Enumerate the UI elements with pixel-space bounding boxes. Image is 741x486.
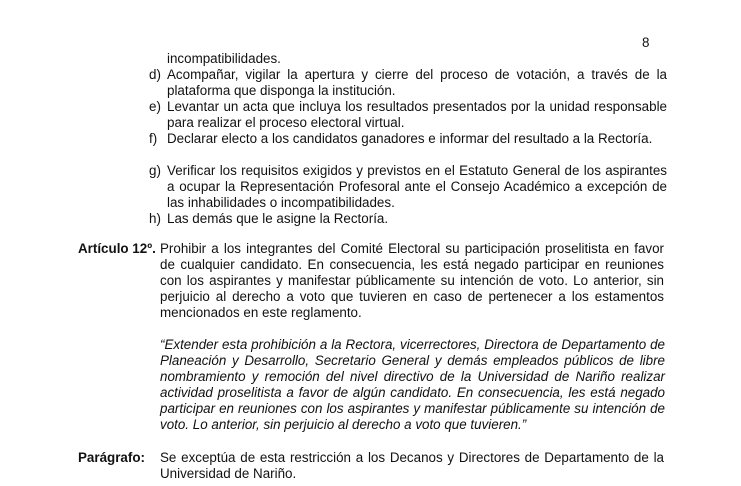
list-text: Verificar los requisitos exigidos y previstos en el Estatuto General de los aspirantes a ocupar la Representación Profesoral ante el Consejo Académico a excepción de las inhabilidades o incompatibilidades.	[167, 163, 667, 210]
list-letter: g)	[149, 163, 161, 178]
paragrafo-label: Parágrafo:	[78, 450, 145, 465]
list-text: Declarar electo a los candidatos ganadores e informar del resultado a la Rectoría.	[167, 131, 653, 146]
list-text: Las demás que le asigne la Rectoría.	[167, 211, 389, 226]
list-letter: d)	[149, 67, 161, 82]
list-letter: f)	[149, 131, 158, 146]
paragrafo-text: Se exceptúa de esta restricción a los Decanos y Directores de Departamento de la Universidad de Nariño.	[160, 450, 664, 481]
list-item	[149, 163, 667, 211]
page-number: 8	[642, 35, 650, 50]
list-item	[149, 211, 667, 227]
article-12-label: Artículo 12º.	[78, 241, 156, 256]
article-12-quote: “Extender esta prohibición a la Rectora, vicerrectores, Directora de Departamento de Planeación y Desarrollo, Secretario General y demás empleados públicos de libre nombramiento y remoción del nivel directivo de la Universidad de Nariño realizar actividad proselitista a favor de algún candidato. En consecuencia, les está negado participar en reuniones con los aspirantes y manifestar públicamente su intención de voto. Lo anterior, sin perjuicio al derecho a voto que tuvieren.”	[160, 337, 665, 432]
article-12-text: Prohibir a los integrantes del Comité Electoral su participación proselitista en favor de cualquier candidato. En consecuencia, les está negado participar en reuniones con los aspirantes y manifestar públicamente su intención de voto. Lo anterior, sin perjuicio al derecho a voto que tuvieren en caso de pertenecer a los estamentos mencionados en este reglamento.	[160, 241, 664, 320]
list-item	[149, 67, 667, 99]
continuation-text: incompatibilidades.	[167, 51, 281, 66]
list-item	[149, 131, 667, 147]
list-text: Acompañar, vigilar la apertura y cierre del proceso de votación, a través de la plataforma que disponga la institución.	[167, 67, 667, 98]
list-letter: e)	[149, 99, 161, 114]
list-text: Levantar un acta que incluya los resultados presentados por la unidad responsable para realizar el proceso electoral virtual.	[167, 99, 667, 130]
list-letter: h)	[149, 211, 161, 226]
list-item	[149, 99, 667, 131]
